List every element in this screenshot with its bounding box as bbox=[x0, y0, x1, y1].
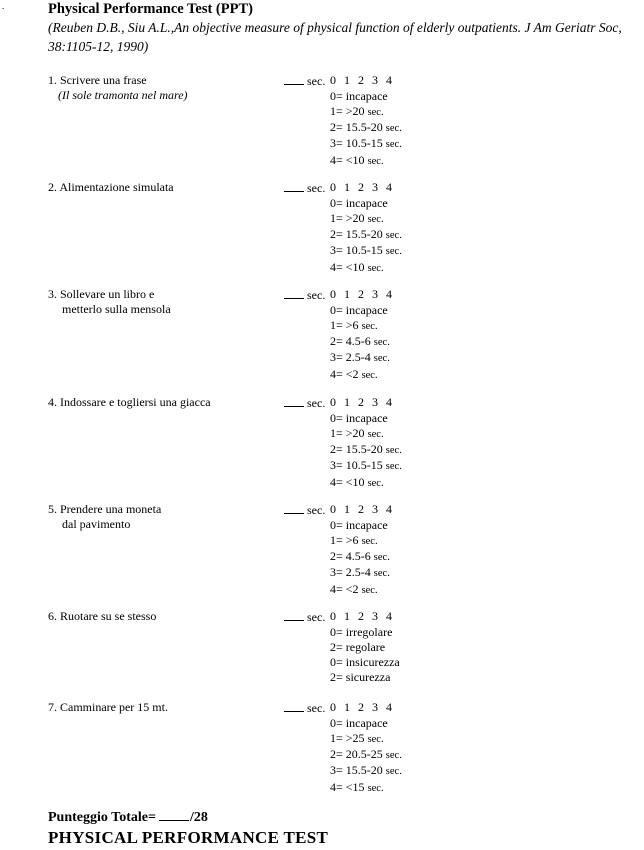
criterion-score: 2= bbox=[330, 670, 343, 685]
seconds-label: sec. bbox=[307, 74, 326, 88]
seconds-field bbox=[284, 700, 325, 716]
criterion-unit: sec. bbox=[373, 353, 390, 365]
criterion-value: irregolare bbox=[345, 624, 393, 639]
criterion bbox=[330, 136, 402, 152]
test-item bbox=[0, 502, 644, 602]
criterion-value: 2.5-4 bbox=[345, 350, 371, 365]
criterion-unit: sec. bbox=[385, 123, 402, 135]
criterion bbox=[330, 475, 402, 491]
seconds-field bbox=[284, 502, 325, 518]
criterion-score: 4= bbox=[330, 779, 343, 794]
criterion bbox=[330, 227, 402, 243]
criterion-unit: sec. bbox=[361, 535, 378, 547]
criterion-unit: sec. bbox=[385, 766, 402, 778]
criterion bbox=[330, 763, 402, 779]
criterion-value: incapace bbox=[345, 410, 388, 425]
item-label-line2: metterlo sulla mensola bbox=[62, 302, 171, 316]
item-label-line1: 3. Sollevare un libro e bbox=[48, 287, 155, 301]
criterion-value: >6 bbox=[345, 317, 359, 332]
seconds-label: sec. bbox=[307, 181, 326, 195]
criterion-score: 1= bbox=[330, 425, 343, 440]
criterion bbox=[330, 442, 402, 458]
criterion-value: sicurezza bbox=[345, 670, 391, 685]
item-label bbox=[48, 502, 161, 532]
criterion-score: 1= bbox=[330, 730, 343, 745]
criterion-value: 15.5-20 bbox=[345, 763, 383, 778]
criterion-value: regolare bbox=[345, 639, 386, 654]
criterion bbox=[330, 318, 390, 334]
item-label-line1: 2. Alimentazione simulata bbox=[48, 180, 174, 194]
criterion-value: 10.5-15 bbox=[345, 458, 383, 473]
criterion-unit: sec. bbox=[367, 213, 384, 225]
score-scale: 0 1 2 3 4 bbox=[330, 502, 392, 516]
test-item bbox=[0, 73, 644, 173]
seconds-blank[interactable] bbox=[284, 609, 304, 621]
criterion bbox=[330, 747, 402, 763]
criterion-score: 4= bbox=[330, 259, 343, 274]
criterion-value: 10.5-15 bbox=[345, 243, 383, 258]
criterion-value: >20 bbox=[345, 425, 365, 440]
criterion bbox=[330, 367, 390, 383]
criterion bbox=[330, 549, 390, 565]
criterion-value: 15.5-20 bbox=[345, 120, 383, 135]
criterion-score: 3= bbox=[330, 136, 343, 151]
criterion bbox=[330, 518, 390, 533]
item-label-line1: 4. Indossare e togliersi una giacca bbox=[48, 395, 211, 409]
seconds-blank[interactable] bbox=[284, 180, 304, 192]
criterion-unit: sec. bbox=[385, 139, 402, 151]
criterion-score: 0= bbox=[330, 715, 343, 730]
criterion-unit: sec. bbox=[367, 106, 384, 118]
criterion bbox=[330, 303, 390, 318]
criterion-unit: sec. bbox=[367, 428, 384, 440]
score-scale: 0 1 2 3 4 bbox=[330, 287, 392, 301]
seconds-field bbox=[284, 609, 325, 625]
scoring-criteria bbox=[330, 89, 402, 169]
test-item bbox=[0, 700, 644, 800]
criterion-score: 2= bbox=[330, 334, 343, 349]
criterion bbox=[330, 334, 390, 350]
criterion-value: incapace bbox=[345, 195, 388, 210]
criterion-value: 15.5-20 bbox=[345, 442, 383, 457]
criterion-score: 0= bbox=[330, 624, 343, 639]
score-scale: 0 1 2 3 4 bbox=[330, 180, 392, 194]
criterion-score: 2= bbox=[330, 442, 343, 457]
criterion-score: 0= bbox=[330, 88, 343, 103]
seconds-label: sec. bbox=[307, 610, 326, 624]
item-label-line1: 6. Ruotare su se stesso bbox=[48, 609, 157, 623]
criterion-score: 1= bbox=[330, 103, 343, 118]
criterion-unit: sec. bbox=[361, 584, 378, 596]
criterion-score: 3= bbox=[330, 458, 343, 473]
scoring-criteria bbox=[330, 411, 402, 491]
criterion-value: >25 bbox=[345, 730, 365, 745]
criterion-score: 1= bbox=[330, 532, 343, 547]
criterion-score: 0= bbox=[330, 410, 343, 425]
criterion-score: 4= bbox=[330, 581, 343, 596]
test-item bbox=[0, 609, 644, 709]
test-item bbox=[0, 395, 644, 495]
item-label bbox=[48, 609, 156, 624]
criterion-unit: sec. bbox=[361, 369, 378, 381]
footer-title: PHYSICAL PERFORMANCE TEST bbox=[48, 828, 329, 847]
criterion-value: <10 bbox=[345, 259, 365, 274]
scoring-criteria bbox=[330, 716, 402, 796]
criterion-score: 2= bbox=[330, 227, 343, 242]
total-score-blank[interactable] bbox=[159, 808, 189, 821]
criterion-value: <10 bbox=[345, 152, 365, 167]
criterion-value: >20 bbox=[345, 103, 365, 118]
item-label bbox=[48, 395, 211, 410]
total-score-line bbox=[48, 808, 208, 827]
score-scale: 0 1 2 3 4 bbox=[330, 73, 392, 87]
criterion-score: 1= bbox=[330, 317, 343, 332]
criterion-score: 3= bbox=[330, 243, 343, 258]
criterion bbox=[330, 104, 402, 120]
criterion-score: 0= bbox=[330, 655, 343, 670]
seconds-label: sec. bbox=[307, 396, 326, 410]
criterion-unit: sec. bbox=[385, 461, 402, 473]
criterion bbox=[330, 120, 402, 136]
seconds-blank[interactable] bbox=[284, 73, 304, 85]
criterion-value: 15.5-20 bbox=[345, 227, 383, 242]
seconds-blank[interactable] bbox=[284, 287, 304, 299]
total-score-label: Punteggio Totale= bbox=[48, 810, 156, 825]
criterion bbox=[330, 260, 402, 276]
item-label-line2: dal pavimento bbox=[62, 517, 131, 531]
criterion-unit: sec. bbox=[367, 477, 384, 489]
criterion-value: <2 bbox=[345, 581, 359, 596]
item-label bbox=[48, 287, 171, 317]
seconds-blank[interactable] bbox=[284, 700, 304, 712]
criterion-value: <15 bbox=[345, 779, 365, 794]
scoring-criteria bbox=[330, 518, 390, 598]
criterion-value: >6 bbox=[345, 532, 359, 547]
criterion bbox=[330, 780, 402, 796]
citation: (Reuben D.B., Siu A.L.,An objective measure of physical function of elderly outpatients. J Am Geriatr Soc, 38:1105-12, 1990) bbox=[48, 20, 622, 54]
criterion-score: 3= bbox=[330, 763, 343, 778]
criterion-score: 4= bbox=[330, 152, 343, 167]
criterion-unit: sec. bbox=[385, 230, 402, 242]
page-mark: . bbox=[2, 1, 5, 11]
criterion-score: 0= bbox=[330, 517, 343, 532]
criterion-value: 2.5-4 bbox=[345, 565, 371, 580]
criterion bbox=[330, 196, 402, 211]
criterion-unit: sec. bbox=[373, 552, 390, 564]
criterion bbox=[330, 625, 400, 640]
criterion bbox=[330, 533, 390, 549]
test-item bbox=[0, 287, 644, 387]
seconds-label: sec. bbox=[307, 288, 326, 302]
criterion-unit: sec. bbox=[385, 750, 402, 762]
criterion-score: 4= bbox=[330, 474, 343, 489]
criterion bbox=[330, 243, 402, 259]
criterion bbox=[330, 411, 402, 426]
criterion bbox=[330, 716, 402, 731]
criterion-score: 4= bbox=[330, 366, 343, 381]
criterion-unit: sec. bbox=[367, 733, 384, 745]
criterion-value: 4.5-6 bbox=[345, 549, 371, 564]
scoring-criteria bbox=[330, 303, 390, 383]
seconds-field bbox=[284, 180, 325, 196]
criterion bbox=[330, 582, 390, 598]
criterion-unit: sec. bbox=[373, 568, 390, 580]
criterion bbox=[330, 731, 402, 747]
item-label-line2: (Il sole tramonta nel mare) bbox=[58, 88, 188, 102]
total-score-suffix: /28 bbox=[189, 810, 208, 825]
criterion-value: >20 bbox=[345, 210, 365, 225]
criterion-score: 0= bbox=[330, 195, 343, 210]
criterion-unit: sec. bbox=[385, 445, 402, 457]
item-label bbox=[48, 700, 168, 715]
seconds-label: sec. bbox=[307, 503, 326, 517]
score-scale: 0 1 2 3 4 bbox=[330, 700, 392, 714]
test-item bbox=[0, 180, 644, 280]
seconds-field bbox=[284, 395, 325, 411]
scoring-criteria bbox=[330, 196, 402, 276]
criterion-unit: sec. bbox=[367, 262, 384, 274]
criterion-value: insicurezza bbox=[345, 655, 400, 670]
item-label bbox=[48, 73, 188, 103]
criterion bbox=[330, 426, 402, 442]
item-label-line1: 7. Camminare per 15 mt. bbox=[48, 700, 168, 714]
criterion-unit: sec. bbox=[373, 337, 390, 349]
criterion-unit: sec. bbox=[385, 246, 402, 258]
item-label-line1: 5. Prendere una moneta bbox=[48, 502, 162, 516]
criterion bbox=[330, 670, 400, 685]
criterion-value: <10 bbox=[345, 474, 365, 489]
criterion bbox=[330, 153, 402, 169]
criterion-unit: sec. bbox=[367, 782, 384, 794]
seconds-blank[interactable] bbox=[284, 502, 304, 514]
criterion-score: 3= bbox=[330, 565, 343, 580]
criterion bbox=[330, 211, 402, 227]
criterion-value: incapace bbox=[345, 517, 388, 532]
seconds-field bbox=[284, 73, 325, 89]
criterion-value: incapace bbox=[345, 302, 388, 317]
seconds-label: sec. bbox=[307, 701, 326, 715]
scoring-criteria bbox=[330, 625, 400, 686]
criterion bbox=[330, 565, 390, 581]
criterion-value: 10.5-15 bbox=[345, 136, 383, 151]
score-scale: 0 1 2 3 4 bbox=[330, 395, 392, 409]
criterion-unit: sec. bbox=[367, 155, 384, 167]
criterion bbox=[330, 350, 390, 366]
criterion-score: 2= bbox=[330, 549, 343, 564]
criterion-value: incapace bbox=[345, 715, 388, 730]
page-title: Physical Performance Test (PPT) bbox=[48, 1, 253, 17]
seconds-field bbox=[284, 287, 325, 303]
criterion-score: 0= bbox=[330, 302, 343, 317]
seconds-blank[interactable] bbox=[284, 395, 304, 407]
criterion-value: 4.5-6 bbox=[345, 334, 371, 349]
score-scale: 0 1 2 3 4 bbox=[330, 609, 392, 623]
criterion-score: 2= bbox=[330, 639, 343, 654]
criterion-value: 20.5-25 bbox=[345, 747, 383, 762]
criterion bbox=[330, 640, 400, 655]
criterion-score: 3= bbox=[330, 350, 343, 365]
criterion-score: 2= bbox=[330, 747, 343, 762]
criterion bbox=[330, 655, 400, 670]
criterion bbox=[330, 458, 402, 474]
criterion-value: incapace bbox=[345, 88, 388, 103]
criterion-score: 2= bbox=[330, 120, 343, 135]
item-label bbox=[48, 180, 174, 195]
criterion bbox=[330, 89, 402, 104]
criterion-score: 1= bbox=[330, 210, 343, 225]
criterion-value: <2 bbox=[345, 366, 359, 381]
criterion-unit: sec. bbox=[361, 320, 378, 332]
item-label-line1: 1. Scrivere una frase bbox=[48, 73, 147, 87]
